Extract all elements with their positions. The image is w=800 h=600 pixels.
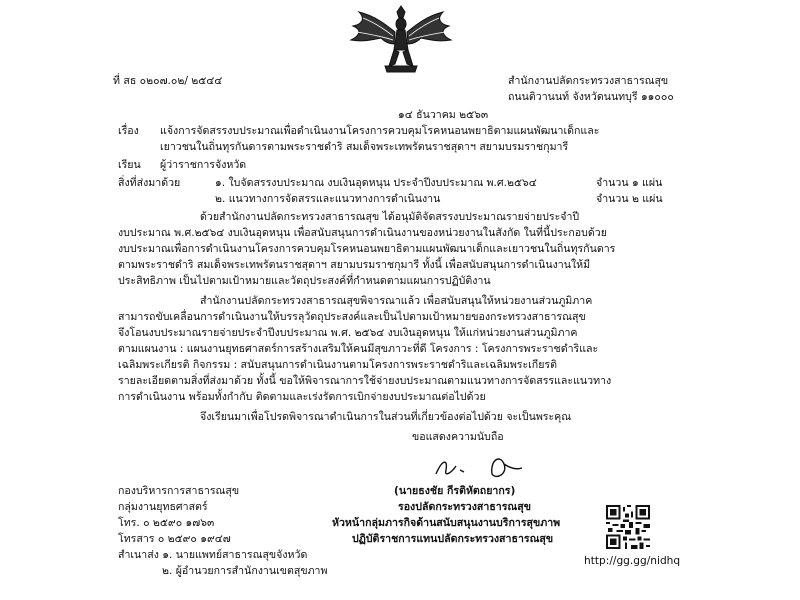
attachment-item-2: ๒. แนวทางการจัดสรรและแนวทางการดำเนินงาน (215, 193, 441, 205)
garuda-emblem-icon (345, 2, 457, 76)
subject-line-1: แจ้งการจัดสรรงบประมาณเพื่อดำเนินงานโครงการควบคุมโรคหนอนพยาธิตามแผนพัฒนาเด็กและ (160, 125, 600, 137)
body-p2-line: เฉลิมพระเกียรติ กิจกรรม : สนับสนุนการดำเนินงานตามโครงการพระราชดำริและเฉลิมพระเกียรติ (118, 359, 557, 371)
signatory-name: (นายธงชัย กีรติหัตถยากร) (394, 485, 516, 497)
signature-mark (430, 450, 540, 484)
recipient-value: ผู้ว่าราชการจังหวัด (160, 159, 247, 171)
body-p2-line: การดำเนินงาน พร้อมทั้งกำกับ ติดตามและเร่งรัดการเบิกจ่ายงบประมาณต่อไปด้วย (118, 391, 486, 403)
closing-text: ขอแสดงความนับถือ (412, 431, 504, 443)
body-p2-line: สำนักงานปลัดกระทรวงสาธารณสุขพิจารณาแล้ว เพื่อสนับสนุนให้หน่วยงานส่วนภูมิภาค (200, 295, 593, 307)
signatory-title-1: รองปลัดกระทรวงสาธารณสุข (398, 501, 531, 513)
body-p2-line: รายละเอียดตามสิ่งที่ส่งมาด้วย ทั้งนี้ ขอให้พิจารณาการใช้จ่ายงบประมาณตามแนวทางการจัดสรรและแนวทาง (118, 375, 612, 387)
footer-cc-2: ๒. ผู้อำนวยการสำนักงานเขตสุขภาพ (162, 565, 328, 577)
footer-phone: โทร. ๐ ๒๕๙๐ ๑๗๖๓ (118, 517, 215, 529)
footer-group: กลุ่มงานยุทธศาสตร์ (118, 501, 208, 513)
subject-line-2: เยาวชนในถิ่นทุรกันดารตามพระราชดำริ สมเด็จพระเทพรัตนราชสุดาฯ สยามบรมราชกุมารี (160, 141, 569, 153)
body-p2-line: สามารถขับเคลื่อนการดำเนินงานให้บรรลุวัตถุประสงค์และเป็นไปตามเป้าหมายของกระทรวงสาธารณสุข (118, 311, 586, 323)
attachment-item-1: ๑. ใบจัดสรรงบประมาณ งบเงินอุดหนุน ประจำปีงบประมาณ พ.ศ.๒๕๖๔ (215, 177, 537, 189)
subject-label: เรื่อง (118, 125, 139, 137)
recipient-label: เรียน (118, 159, 141, 171)
signatory-title-3: ปฏิบัติราชการแทนปลัดกระทรวงสาธารณสุข (352, 533, 554, 545)
footer-fax: โทรสาร ๐ ๒๕๙๐ ๑๙๔๗ (118, 533, 231, 545)
footer-division: กองบริหารการสาธารณสุข (118, 485, 240, 497)
body-p1-line: งบประมาณเพื่อการดำเนินงานโครงการควบคุมโรคหนอนพยาธิตามแผนพัฒนาเด็กและเยาวชนในถิ่นทุรกันดาร (118, 243, 616, 255)
attachment-qty-2: จำนวน ๒ แผ่น (596, 193, 663, 205)
body-p2-line: ตามแผนงาน : แผนงานยุทธศาสตร์การสร้างเสริมให้คนมีสุขภาวะที่ดี โครงการ : โครงการพระราชดำริและ (118, 343, 599, 355)
body-p3-line: จึงเรียนมาเพื่อโปรดพิจารณาดำเนินการในส่วนที่เกี่ยวข้องต่อไปด้วย จะเป็นพระคุณ (200, 411, 572, 423)
body-p1-line: ประสิทธิภาพ เป็นไปตามเป้าหมายและวัตถุประสงค์ที่กำหนดตามแผนการปฏิบัติงาน (118, 275, 491, 287)
document-date: ๑๔ ธันวาคม ๒๕๖๓ (398, 109, 489, 121)
body-p1-line: ตามพระราชดำริ สมเด็จพระเทพรัตนราชสุดาฯ สยามบรมราชกุมารี ทั้งนี้ เพื่อสนับสนุนการดำเนินงานให้มี (118, 259, 591, 271)
body-p1-line: ด้วยสำนักงานปลัดกระทรวงสาธารณสุข ได้อนุมัติจัดสรรงบประมาณรายจ่ายประจำปี (200, 211, 580, 223)
department-name: สำนักงานปลัดกระทรวงสาธารณสุข (508, 75, 669, 87)
footer-url[interactable]: http://gg.gg/nidhq (584, 555, 681, 567)
attachments-label: สิ่งที่ส่งมาด้วย (118, 177, 181, 189)
attachment-qty-1: จำนวน ๑ แผ่น (596, 177, 663, 189)
department-address: ถนนติวานนท์ จังหวัดนนทบุรี ๑๑๐๐๐ (508, 91, 674, 103)
body-p2-line: จึงโอนงบประมาณรายจ่ายประจำปีงบประมาณ พ.ศ. ๒๕๖๔ งบเงินอุดหนุน ให้แก่หน่วยงานส่วนภูมิภาค (118, 327, 578, 339)
doc-number: ที่ สธ ๐๒๐๗.๐๒/ ๒๕๔๔ (113, 75, 223, 87)
footer-cc-1: สำเนาส่ง ๑. นายแพทย์สาธารณสุขจังหวัด (118, 549, 308, 561)
body-p1-line: งบประมาณ พ.ศ.๒๕๖๔ งบเงินอุดหนุน เพื่อสนับสนุนการดำเนินงานของหน่วยงานในสังกัด ในที่นี้ประกอบด้วย (118, 227, 607, 239)
qr-code-icon[interactable] (606, 505, 650, 549)
signatory-title-2: หัวหน้ากลุ่มภารกิจด้านสนับสนุนงานบริการสุขภาพ (332, 517, 561, 529)
